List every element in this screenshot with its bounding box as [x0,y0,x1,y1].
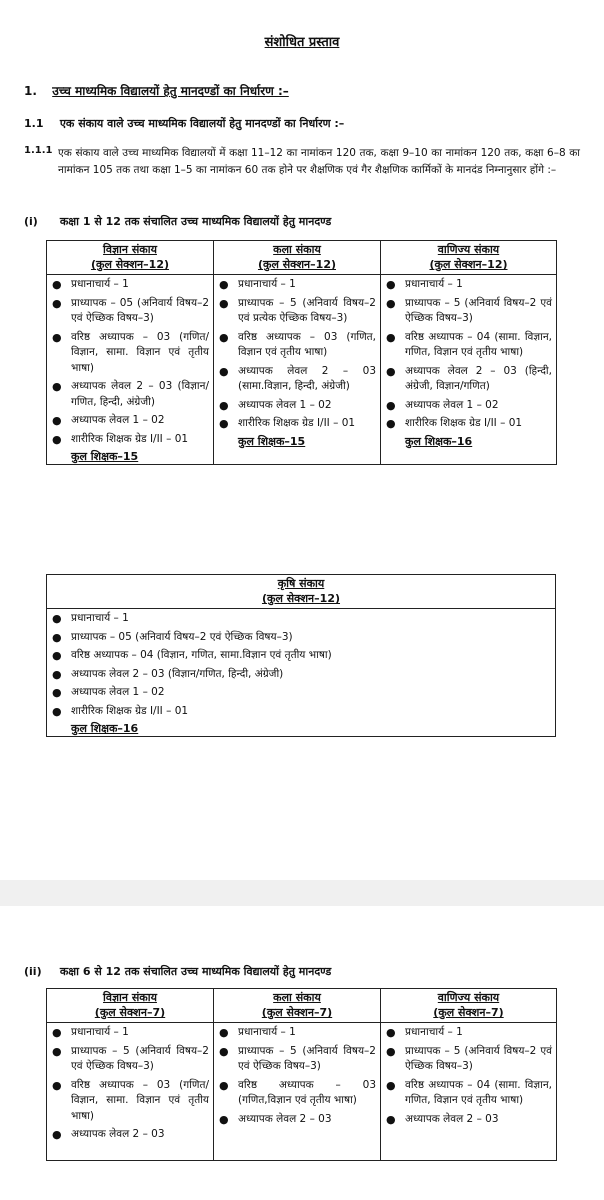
list-item: ● अध्यापक लेवल 1 – 02 [52,686,165,699]
list-item: ● प्रधानाचार्य – 1 [386,278,463,291]
table-norms-6-12 [46,988,557,1161]
section-1-1-1 [24,145,580,179]
section-1-1-heading [24,116,344,131]
list-item: ● वरिष्ठ अध्यापक – 03 (गणित/विज्ञान, सामा. विज्ञान एवं तृतीय भाषा) [52,330,209,374]
list-item: ● अध्यापक लेवल 1 – 02 [52,414,165,427]
list-item: ● प्रधानाचार्य – 1 [386,1026,463,1039]
list-item: ● शारीरिक शिक्षक ग्रेड I/II – 01 [52,704,189,718]
list-item: ● प्राध्यापक – 05 (अनिवार्य विषय–2 एवं ऐच्छिक विषय–3) [52,630,293,644]
list-item: ● वरिष्ठ अध्यापक – 04 (विज्ञान, गणित, सामा.विज्ञान एवं तृतीय भाषा) [52,649,332,662]
section-number: 1.1 [24,117,44,130]
list-item: ● प्राध्यापक – 5 (अनिवार्य विषय–2 एवं ऐच्छिक विषय–3) [219,1044,376,1072]
list-item: ● वरिष्ठ अध्यापक – 04 (सामा. विज्ञान, गणित, विज्ञान एवं तृतीय भाषा) [386,1078,552,1106]
list-item: ● अध्यापक लेवल 1 – 02 [219,398,332,412]
section-title: उच्च माध्यमिक विद्यालयों हेतु मानदण्डों का निर्धारण :– [52,84,289,98]
list-item: ● अध्यापक लेवल 2 – 03 [52,1128,165,1141]
list-item: ● शारीरिक शिक्षक ग्रेड I/II – 01 [386,417,523,430]
list-item: ● वरिष्ठ अध्यापक – 04 (सामा. विज्ञान, गणित, विज्ञान एवं तृतीय भाषा) [386,330,552,358]
column-science [47,275,214,465]
table-agriculture [46,574,556,737]
column-header-commerce: वाणिज्य संकाय (कुल सेक्शन–12) [381,241,557,275]
column-header-arts: कला संकाय (कुल सेक्शन–7) [214,989,381,1023]
list-item: ● प्राध्यापक – 5 (अनिवार्य विषय–2 एवं ऐच्छिक विषय–3) [386,1044,552,1072]
list-item: ● प्राध्यापक – 5 (अनिवार्य विषय–2 एवं ऐच्छिक विषय–3) [52,1044,209,1072]
section-number: (i) [24,215,38,228]
column-header-arts: कला संकाय (कुल सेक्शन–12) [214,241,381,275]
section-title: एक संकाय वाले उच्च माध्यमिक विद्यालयों हेतु मानदण्डों का निर्धारण :– [59,117,345,130]
list-item: ● प्राध्यापक – 5 (अनिवार्य विषय–2 एवं ऐच्छिक विषय–3) [386,296,552,324]
column-science [47,1023,214,1161]
list-item: ● अध्यापक लेवल 2 – 03 (सामा.विज्ञान, हिन्दी, अंग्रेजी) [219,364,376,392]
column-header-science: विज्ञान संकाय (कुल सेक्शन–7) [47,989,214,1023]
section-number: 1.1.1 [24,145,53,156]
list-item: ● प्राध्यापक – 5 (अनिवार्य विषय–2 एवं प्रत्येक ऐच्छिक विषय–3) [219,296,376,324]
list-item: ● शारीरिक शिक्षक ग्रेड I/II – 01 [52,432,189,446]
column-arts [214,1023,381,1161]
total-teachers: कुल शिक्षक–16 [71,722,139,735]
subsection-i-heading [24,214,331,229]
list-item: ● शारीरिक शिक्षक ग्रेड I/II – 01 [219,417,356,430]
list-item: ● प्रधानाचार्य – 1 [52,612,129,625]
list-item: ● अध्यापक लेवल 2 – 03 (हिन्दी, अंग्रेजी, विज्ञान/गणित) [386,364,552,392]
total-teachers: कुल शिक्षक–15 [238,434,306,448]
list-item: ● अध्यापक लेवल 1 – 02 [386,398,499,412]
section-1-heading [24,82,289,99]
section-number: 1. [24,84,37,98]
list-item: ● प्राध्यापक – 05 (अनिवार्य विषय–2 एवं ऐच्छिक विषय–3) [52,296,209,324]
list-item: ● प्रधानाचार्य – 1 [219,278,296,291]
column-header-science: विज्ञान संकाय (कुल सेक्शन–12) [47,241,214,275]
section-title: कक्षा 1 से 12 तक संचालित उच्च माध्यमिक विद्यालयों हेतु मानदण्ड [59,215,332,228]
list-item: ● वरिष्ठ अध्यापक – 03 (गणित/विज्ञान, सामा. विज्ञान एवं तृतीय भाषा) [52,1078,209,1122]
section-title: कक्षा 6 से 12 तक संचालित उच्च माध्यमिक विद्यालयों हेतु मानदण्ड [59,965,332,978]
list-item: ● प्रधानाचार्य – 1 [219,1026,296,1039]
total-teachers: कुल शिक्षक–16 [405,434,473,448]
column-header-agriculture: कृषि संकाय (कुल सेक्शन–12) [47,575,556,609]
column-commerce [381,275,557,465]
list-item: ● वरिष्ठ अध्यापक – 03 (गणित,विज्ञान एवं तृतीय भाषा) [219,1078,376,1106]
subsection-ii-heading [24,964,331,979]
page-separator [0,880,604,906]
column-agriculture [47,609,556,737]
list-item: ● अध्यापक लेवल 2 – 03 [386,1112,499,1126]
page-title: संशोधित प्रस्ताव [264,35,340,50]
section-paragraph: एक संकाय वाले उच्च माध्यमिक विद्यालयों में कक्षा 11–12 का नामांकन 120 तक, कक्षा 9–10 का नामांकन 120 तक, कक्षा 6–8 का नामांकन 105 तक तथा कक्षा 1–5 का नामांकन 60 तक होने पर शैक्षणिक एवं गैर शैक्षणिक कार्मिकों के मानदंड निम्नानुसार होंगे :– [58,147,580,176]
list-item: ● वरिष्ठ अध्यापक – 03 (गणित, विज्ञान एवं तृतीय भाषा) [219,330,376,358]
list-item: ● अध्यापक लेवल 2 – 03 (विज्ञान/गणित, हिन्दी, अंग्रेजी) [52,667,284,681]
table-norms-1-12 [46,240,557,465]
column-commerce [381,1023,557,1161]
list-item: ● प्रधानाचार्य – 1 [52,1026,129,1039]
total-teachers: कुल शिक्षक–15 [71,450,139,463]
column-header-commerce: वाणिज्य संकाय (कुल सेक्शन–7) [381,989,557,1023]
section-number: (ii) [24,965,42,978]
list-item: ● प्रधानाचार्य – 1 [52,278,129,291]
list-item: ● अध्यापक लेवल 2 – 03 [219,1112,332,1126]
list-item: ● अध्यापक लेवल 2 – 03 (विज्ञान/गणित, हिन्दी, अंग्रेजी) [52,380,209,408]
document-page-2 [0,906,604,1200]
column-arts [214,275,381,465]
